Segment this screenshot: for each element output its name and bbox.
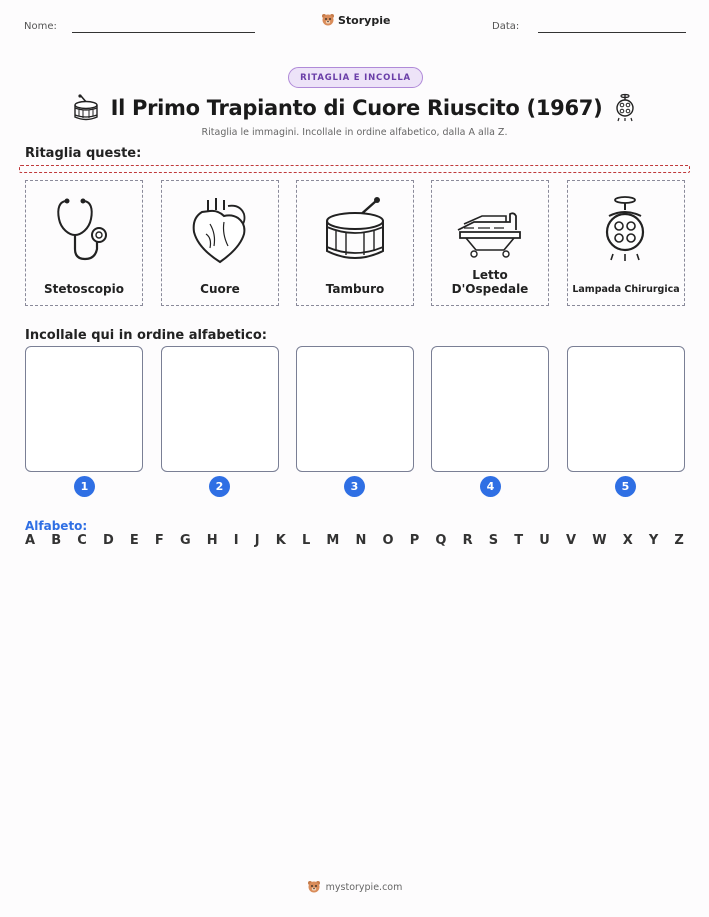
instructions: Ritaglia le immagini. Incollale in ordine alfabetico, dalla A alla Z. (201, 127, 508, 138)
alphabet-letter: F (154, 533, 164, 548)
date-line (538, 32, 686, 33)
heart-icon (188, 194, 252, 266)
paste-heading: Incollale qui in ordine alfabetico: (25, 328, 267, 343)
footer (0, 880, 709, 894)
alphabet-letter: T (514, 533, 524, 548)
footer-url: mystorypie.com (325, 881, 403, 893)
card-label: Tamburo (325, 282, 385, 296)
alphabet-letter: E (129, 533, 139, 548)
alphabet-letter: B (51, 533, 62, 548)
cut-card-lampada-chirurgica[interactable] (567, 180, 685, 306)
logo-text: Storypie (338, 13, 391, 27)
storypie-logo (321, 13, 390, 27)
alphabet-letter: G (179, 533, 191, 548)
date-label: Data: (492, 21, 520, 32)
alphabet-letter: C (77, 533, 87, 548)
name-label: Nome: (24, 21, 57, 32)
alphabet-letter: O (382, 533, 394, 548)
surgical-lamp-icon (612, 93, 638, 123)
alphabet-letter: Z (674, 533, 684, 548)
cut-card-stetoscopio[interactable] (25, 180, 143, 306)
card-label: Letto D'Ospedale (451, 268, 529, 296)
alphabet-letter: K (275, 533, 286, 548)
alphabet-letter: M (326, 533, 340, 548)
alphabet-letter: R (462, 533, 473, 548)
alphabet-row (25, 533, 684, 548)
alphabet-letter: A (25, 533, 36, 548)
drum-icon (320, 195, 390, 265)
alphabet-letter: W (592, 533, 607, 548)
card-label: Stetoscopio (44, 282, 124, 296)
number-badge: 4 (480, 476, 501, 497)
alphabet-letter: V (566, 533, 577, 548)
alphabet-letter: X (622, 533, 633, 548)
activity-badge: RITAGLIA E INCOLLA (288, 67, 423, 88)
cut-line (19, 165, 690, 173)
alphabet-letter: P (409, 533, 420, 548)
alphabet-letter: U (539, 533, 550, 548)
alphabet-letter: I (233, 533, 239, 548)
alphabet-letter: D (102, 533, 114, 548)
stethoscope-icon (49, 195, 119, 265)
number-badge: 2 (209, 476, 230, 497)
alphabet-letter: S (488, 533, 499, 548)
alphabet-letter: Q (435, 533, 447, 548)
card-label: Cuore (200, 282, 240, 296)
alphabet-letter: J (254, 533, 260, 548)
hospital-bed-icon (454, 200, 526, 260)
paste-box[interactable] (25, 346, 143, 472)
cut-card-tamburo[interactable] (296, 180, 414, 306)
paste-box[interactable] (431, 346, 549, 472)
alphabet-letter: L (301, 533, 311, 548)
number-badge: 1 (74, 476, 95, 497)
paste-box[interactable] (567, 346, 685, 472)
alphabet-letter: H (206, 533, 218, 548)
cut-card-letto-dospedale[interactable] (431, 180, 549, 306)
page-title: Il Primo Trapianto di Cuore Riuscito (1967) (110, 96, 603, 120)
paste-box[interactable] (161, 346, 279, 472)
number-badge: 3 (344, 476, 365, 497)
name-line (72, 32, 255, 33)
alphabet-label: Alfabeto: (25, 519, 88, 533)
alphabet-letter: N (355, 533, 367, 548)
alphabet-letter: Y (648, 533, 659, 548)
bear-logo-icon (307, 880, 321, 894)
number-badge: 5 (615, 476, 636, 497)
title-row (0, 91, 709, 125)
paste-box[interactable] (296, 346, 414, 472)
bear-logo-icon (321, 13, 335, 27)
cut-heading: Ritaglia queste: (25, 146, 142, 161)
surgical-lamp-icon (595, 194, 657, 266)
cut-card-cuore[interactable] (161, 180, 279, 306)
drum-icon (71, 93, 101, 123)
card-label: Lampada Chirurgica (572, 284, 680, 295)
